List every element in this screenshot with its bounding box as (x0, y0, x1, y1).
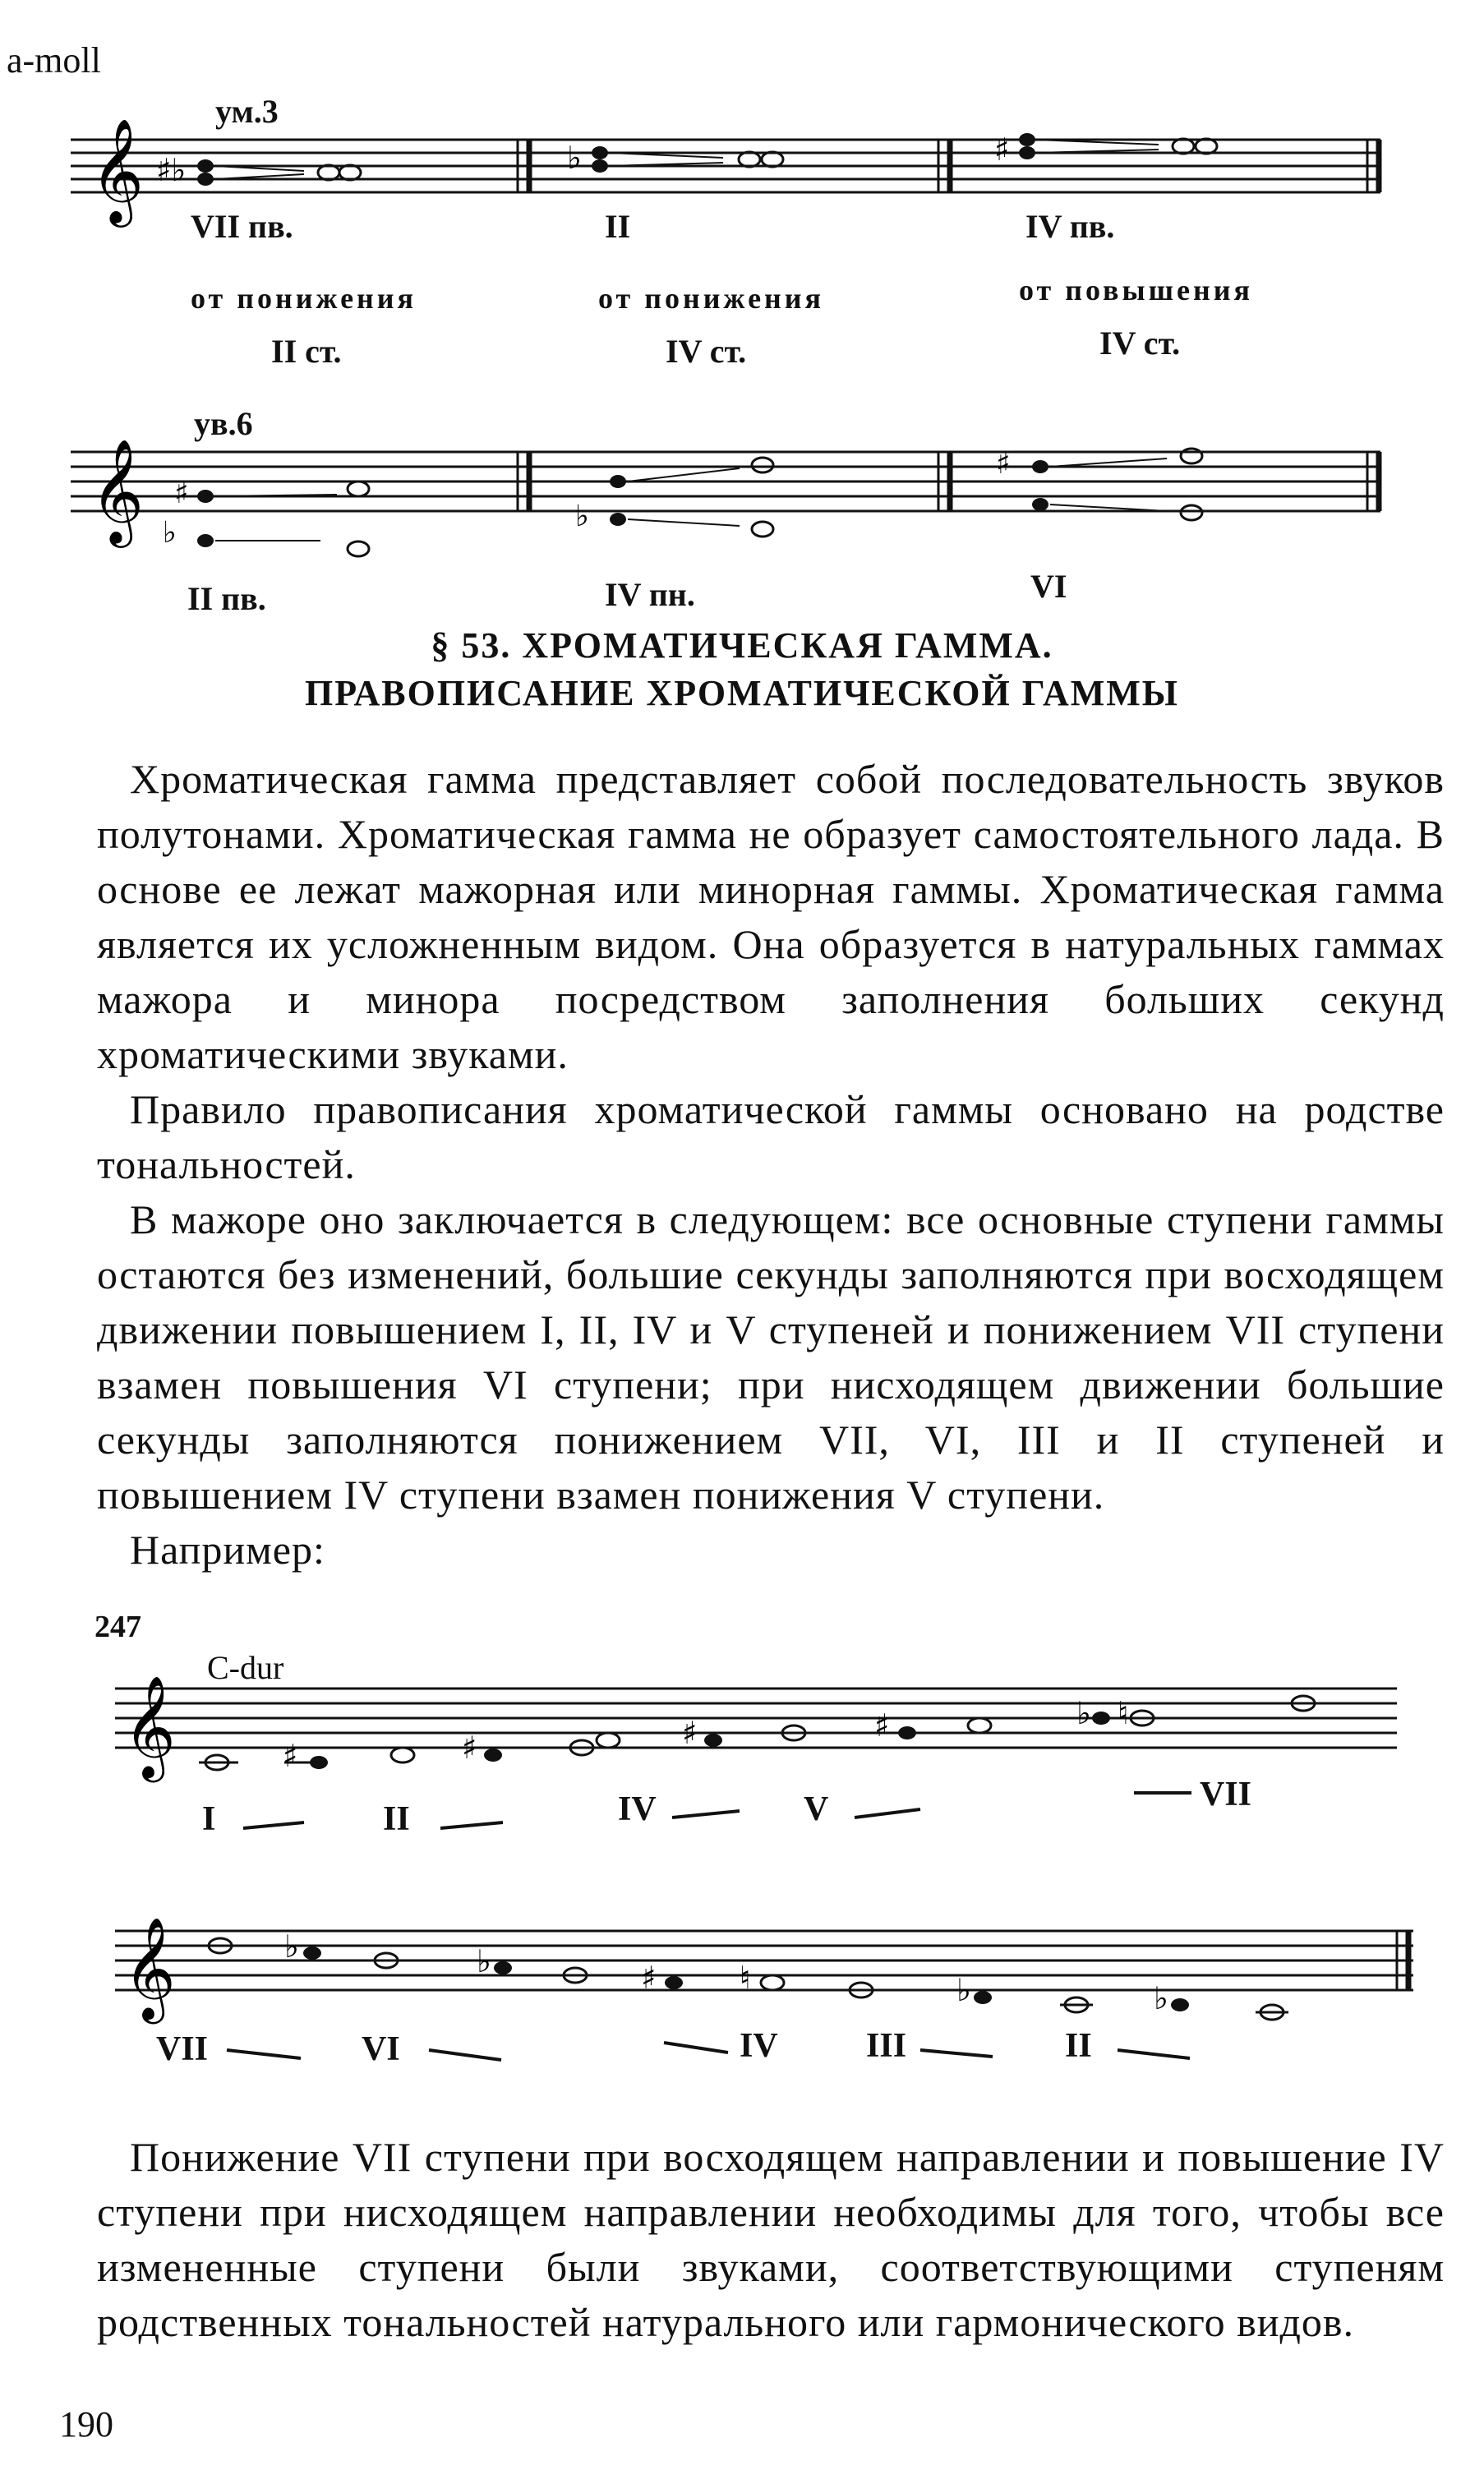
paragraph: Правило правописания хроматической гаммы основано на родстве тональностей. (97, 1086, 1445, 1187)
degree-label: V (804, 1790, 829, 1828)
svg-text:♯: ♯ (682, 1715, 698, 1751)
svg-text:♯: ♯ (462, 1730, 477, 1766)
note-text: от повышения (1019, 274, 1253, 306)
svg-text:♭: ♭ (163, 516, 177, 550)
treble-clef-icon: 𝄞 (123, 1917, 176, 2020)
degree-label: IV (740, 2027, 778, 2065)
degree-label: VII (156, 2030, 209, 2068)
svg-text:♯: ♯ (174, 477, 189, 510)
staff-example-2 (0, 419, 1484, 583)
svg-text:♯: ♯ (994, 131, 1010, 168)
svg-text:♭: ♭ (956, 1972, 971, 2008)
svg-text:♭: ♭ (1154, 1980, 1168, 2016)
note-text: IV ст. (666, 333, 747, 370)
paragraph: Например: (130, 1527, 325, 1573)
body-text-top (97, 752, 1445, 1578)
svg-text:♭: ♭ (1076, 1695, 1091, 1731)
degree-label: IV пв. (1025, 208, 1115, 245)
degree-label: III (866, 2027, 907, 2065)
degree-label: IV (618, 1790, 657, 1828)
svg-text:♭: ♭ (477, 1943, 491, 1979)
key-name: C-dur (207, 1649, 284, 1686)
degree-label: II (383, 1800, 410, 1838)
staff-chromatic-ascending (0, 1652, 1484, 1865)
degree-label: VI (362, 2030, 400, 2068)
degree-label: VII пв. (191, 208, 293, 245)
svg-text:♮: ♮ (740, 1960, 751, 1996)
degree-label: II (605, 208, 631, 245)
degree-label: IV пн. (605, 576, 695, 613)
svg-text:♭: ♭ (567, 140, 582, 176)
degree-label: VII (1200, 1776, 1252, 1813)
section-title-line-2: ПРАВОПИСАНИЕ ХРОМАТИЧЕСКОЙ ГАММЫ (305, 673, 1179, 713)
interval-label-aug6: ув.6 (194, 405, 253, 442)
svg-text:♮: ♮ (1118, 1695, 1129, 1731)
body-text-bottom (97, 2130, 1445, 2350)
note-text: IV ст. (1099, 325, 1181, 362)
interval-label-dim3: ум.3 (215, 93, 279, 130)
degree-label: II (1065, 2027, 1092, 2065)
degree-label: II пв. (187, 580, 266, 617)
key-label: a-moll (7, 40, 101, 81)
paragraph: Хроматическая гамма представляет собой последовательность звуков полутонами. Хроматическая гамма не образует самостоятельного лада. В основе ее лежат мажорная или минорная гаммы. Хроматическая гамма является их усложненным видом. Она образуется в натуральных гаммах мажора и минора посредством заполнения больших секунд хроматическими звуками. (97, 756, 1445, 1077)
svg-text:♯: ♯ (874, 1707, 890, 1744)
page-number: 190 (59, 2404, 113, 2444)
note-text: II ст. (271, 333, 342, 370)
svg-text:♯: ♯ (996, 447, 1011, 481)
svg-text:♭: ♭ (284, 1928, 299, 1965)
svg-text:♯: ♯ (283, 1738, 298, 1774)
treble-clef-icon: 𝄞 (90, 438, 145, 543)
paragraph: Понижение VII ступени при восходящем направлении и повышение IV ступени при нисходящем направлении необходимы для того, чтобы все измененные ступени были звуками, соответствующими ступеням родственных тональностей натурального или гармонического видов. (97, 2134, 1445, 2345)
section-title-line-1: § 53. ХРОМАТИЧЕСКАЯ ГАММА. (431, 625, 1053, 666)
degree-label: VI (1030, 568, 1067, 605)
svg-text:♯: ♯ (641, 1960, 657, 1996)
example-number: 247 (94, 1610, 141, 1644)
svg-text:♭: ♭ (575, 500, 589, 533)
svg-text:♯♭: ♯♭ (156, 152, 187, 188)
paragraph: В мажоре оно заключается в следующем: все основные ступени гаммы остаются без изменений, большие секунды заполняются при восходящем движении повышением I, II, IV и V ступеней и понижением VII ступени взамен повышения VI ступени; при нисходящем движении большие секунды заполняются понижением VII, VI, III и II ступеней и повышением IV ступени взамен понижения V ступени. (97, 1196, 1445, 1518)
degree-label: I (202, 1800, 216, 1838)
treble-clef-icon: 𝄞 (123, 1675, 176, 1778)
treble-clef-icon: 𝄞 (90, 117, 145, 223)
note-text: от понижения (191, 282, 417, 315)
note-text: от понижения (598, 282, 825, 315)
